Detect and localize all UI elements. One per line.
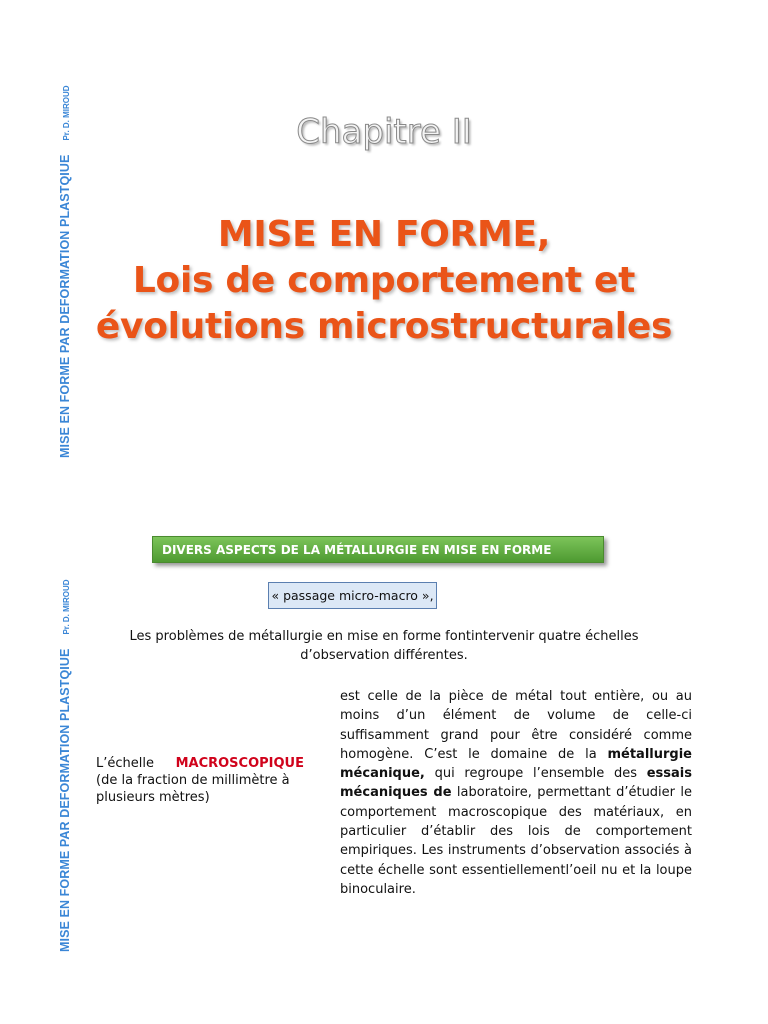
intro-line-1: Les problèmes de métallurgie en mise en forme fontintervenir quatre échelles bbox=[129, 629, 639, 644]
desc-text-2: qui regroupe l’ensemble des bbox=[424, 766, 647, 782]
scale-range: (de la fraction de millimètre à plusieurs mètres) bbox=[96, 773, 290, 805]
scale-label bbox=[96, 755, 310, 806]
section-banner: DIVERS ASPECTS DE LA MÉTALLURGIE EN MISE EN FORME bbox=[152, 536, 604, 563]
intro-paragraph bbox=[100, 627, 668, 665]
passage-box: « passage micro-macro », bbox=[268, 582, 437, 609]
chapter-heading: Chapitre II bbox=[296, 112, 472, 152]
side-header-bottom bbox=[56, 579, 74, 952]
title-line-1: MISE EN FORME, bbox=[217, 214, 551, 255]
side-author: Pr. D. MIROUD bbox=[62, 85, 71, 141]
side-course-title: MISE EN FORME PAR DEFORMATION PLASTQIUE bbox=[58, 154, 72, 458]
side-author: Pr. D. MIROUD bbox=[62, 579, 71, 635]
desc-bold-2: essais mécaniques de bbox=[340, 766, 692, 801]
desc-text-1: est celle de la pièce de métal tout entière, ou au moins d’un élément de volume de celle-ci suffisamment grand pour être considéré comme homogène. C’est le domaine de la bbox=[340, 689, 692, 762]
desc-text-3: laboratoire, permettant d’étudier le comportement macroscopique des matériaux, en particulier d’établir des lois de comportement empiriques. Les instruments d’observation associés à cette échelle sont essentiellementl’oeil nu et la loupe binoculaire. bbox=[340, 785, 692, 897]
title-line-3: évolutions microstructurales bbox=[95, 306, 673, 347]
scale-prefix: L’échelle bbox=[96, 756, 154, 771]
desc-bold-1: métallurgie mécanique, bbox=[340, 746, 692, 782]
scale-keyword: MACROSCOPIQUE bbox=[175, 756, 304, 771]
title-line-2: Lois de comportement et bbox=[132, 260, 636, 301]
intro-line-2: d’observation différentes. bbox=[300, 648, 468, 663]
page-title bbox=[0, 212, 768, 350]
side-course-title: MISE EN FORME PAR DEFORMATION PLASTQIUE bbox=[58, 648, 72, 952]
scale-description bbox=[340, 687, 692, 899]
